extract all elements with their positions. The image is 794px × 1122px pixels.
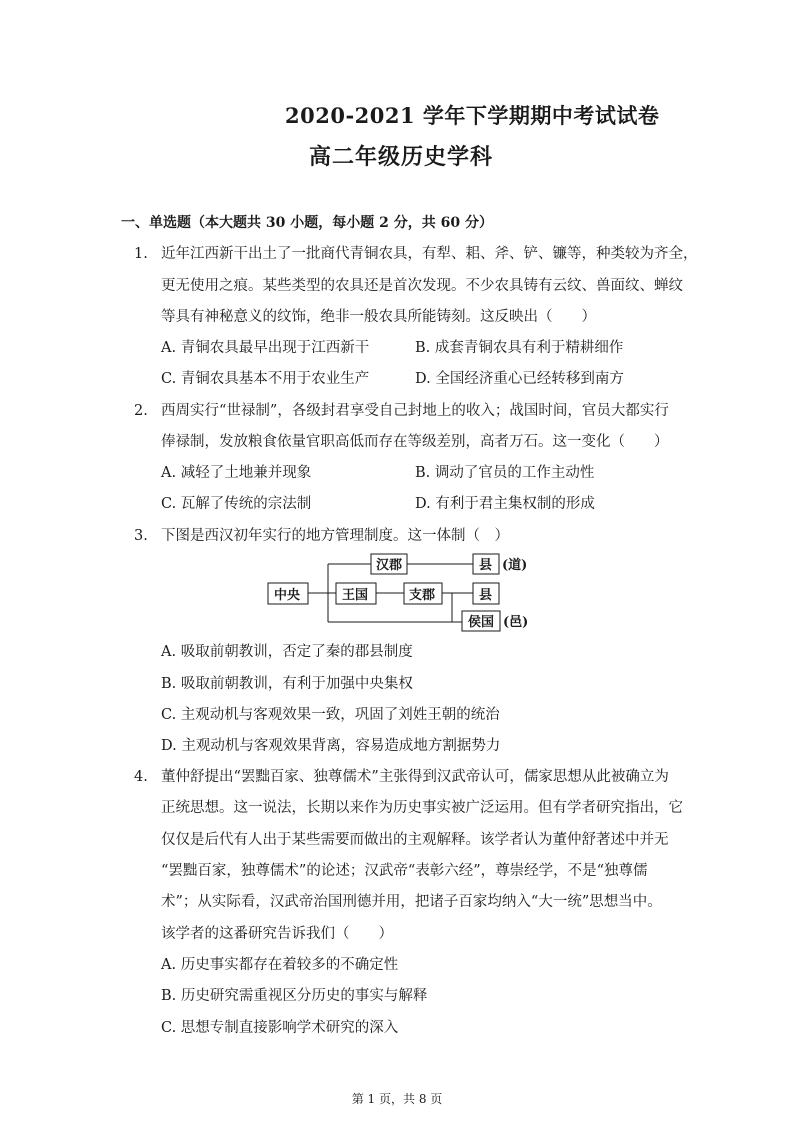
option-a[interactable]: A. 减轻了土地兼并现象: [161, 465, 312, 481]
label-marquisate: 侯国: [468, 615, 495, 630]
option-b[interactable]: B. 吸取前朝教训，有利于加强中央集权: [161, 676, 413, 692]
question-text-line: 正统思想。这一说法，长期以来作为历史事实被广泛运用。但有学者研究指出，它: [161, 800, 683, 816]
question-number: 4.: [134, 769, 148, 785]
label-kingdom: 王国: [342, 588, 369, 603]
question-number: 3.: [134, 528, 148, 544]
option-c[interactable]: C. 思想专制直接影响学术研究的深入: [161, 1020, 399, 1036]
label-marquisate-note: (邑): [503, 615, 529, 630]
question-text-line: 近年江西新干出土了一批商代青铜农具，有犁、耜、斧、铲、镰等，种类较为齐全，: [161, 246, 698, 262]
label-county-2: 县: [479, 588, 493, 603]
question-text-line: 仅仅是后代有人出于某些需要而做出的主观解释。该学者认为董仲舒著述中并无: [161, 832, 669, 848]
question-text-line: 更无使用之痕。某些类型的农具还是首次发现。不少农具铸有云纹、兽面纹、蝉纹: [161, 278, 683, 294]
question-number: 2.: [134, 403, 148, 419]
question-text-line: “罢黜百家，独尊儒术”的论述；汉武帝“表彰六经”，尊崇经学，不是“独尊儒: [161, 863, 648, 879]
page-footer: 第 1 页，共 8 页: [351, 1092, 443, 1106]
exam-title: 2020-2021 学年下学期期中考试试卷: [285, 103, 660, 128]
label-central: 中央: [274, 588, 301, 603]
question-text-line: 术”；从实际看，汉武帝治国刑德并用，把诸子百家均纳入“大一统”思想当中。: [161, 894, 662, 910]
option-d[interactable]: D. 有利于君主集权制的形成: [415, 496, 595, 512]
exam-subtitle: 高二年级历史学科: [309, 144, 494, 170]
option-d[interactable]: D. 全国经济重心已经转移到南方: [415, 371, 624, 387]
option-b[interactable]: B. 历史研究需重视区分历史的事实与解释: [161, 988, 428, 1004]
question-number: 1.: [134, 246, 148, 262]
option-a[interactable]: A. 青铜农具最早出现于江西新干: [161, 340, 370, 356]
label-county-1-note: (道): [502, 558, 528, 573]
option-b[interactable]: B. 调动了官员的工作主动性: [415, 465, 595, 481]
option-a[interactable]: A. 吸取前朝教训，否定了秦的郡县制度: [161, 644, 413, 660]
option-c[interactable]: C. 主观动机与客观效果一致，巩固了刘姓王朝的统治: [161, 707, 500, 723]
question-text-line: 等具有神秘意义的纹饰，绝非一般农具所能铸刻。这反映出（ ）: [161, 309, 596, 325]
label-han-commandery: 汉郡: [376, 558, 403, 573]
option-c[interactable]: C. 青铜农具基本不用于农业生产: [161, 371, 370, 387]
question-text-line: 董仲舒提出“罢黜百家、独尊儒术”主张得到汉武帝认可，儒家思想从此被确立为: [161, 769, 669, 785]
administration-diagram: [262, 552, 542, 634]
option-b[interactable]: B. 成套青铜农具有利于精耕细作: [415, 340, 624, 356]
section-heading: 一、单选题（本大题共 30 小题，每小题 2 分，共 60 分）: [121, 215, 493, 231]
option-a[interactable]: A. 历史事实都存在着较多的不确定性: [161, 957, 399, 973]
question-text-line: 下图是西汉初年实行的地方管理制度。这一体制（ ）: [161, 528, 509, 544]
option-d[interactable]: D. 主观动机与客观效果背离，容易造成地方割据势力: [161, 738, 501, 754]
label-county-1: 县: [479, 558, 493, 573]
question-text-line: 该学者的这番研究告诉我们（ ）: [161, 926, 393, 942]
option-c[interactable]: C. 瓦解了传统的宗法制: [161, 496, 312, 512]
label-branch-commandery: 支郡: [409, 588, 436, 603]
question-text-line: 西周实行“世禄制”，各级封君享受自己封地上的收入；战国时间，官员大都实行: [161, 403, 669, 419]
question-text-line: 俸禄制，发放粮食依量官职高低而存在等级差别，高者万石。这一变化（ ）: [161, 434, 669, 450]
